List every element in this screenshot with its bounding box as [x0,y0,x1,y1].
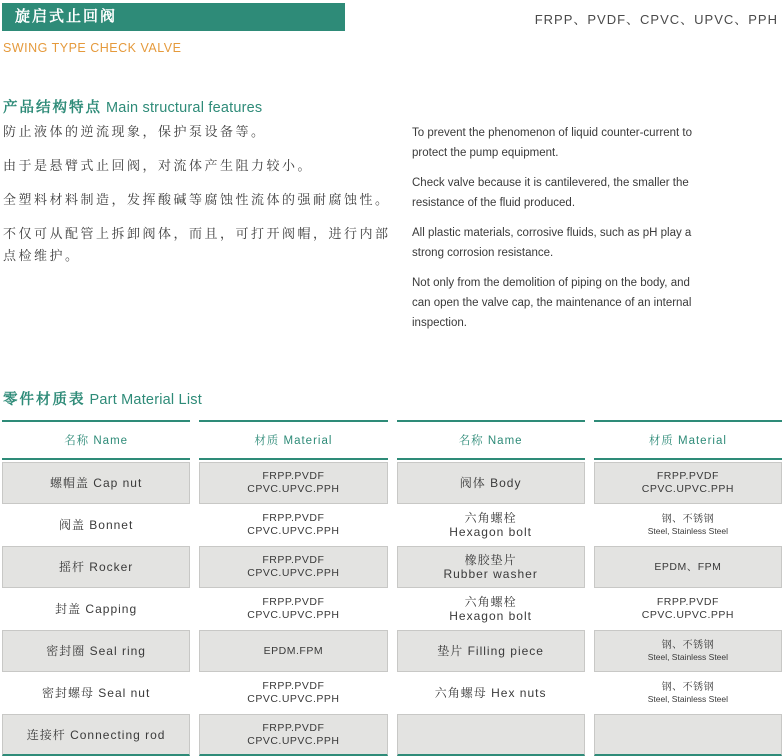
part-name-cell: 六角螺栓 Hexagon bolt [397,504,585,546]
part-material-cell: FRPP.PVDF CPVC.UPVC.PPH [199,504,387,546]
part-name-cell: 螺帽盖 Cap nut [2,462,190,504]
part-material-cell: FRPP.PVDF CPVC.UPVC.PPH [594,462,782,504]
feature-paragraph-en: Not only from the demolition of piping on the body, and can open the valve cap, the maintenance of an internal inspection. [412,277,692,329]
part-name-cell: 封盖 Capping [2,588,190,630]
part-material-cell: 钢、不锈钢 Steel, Stainless Steel [594,630,782,672]
part-material-cell: FRPP.PVDF CPVC.UPVC.PPH [199,714,387,756]
part-name-cell: 六角螺母 Hex nuts [397,672,585,714]
part-name-cell: 橡胶垫片 Rubber washer [397,546,585,588]
features-english-column [412,123,700,343]
part-material-cell: FRPP.PVDF CPVC.UPVC.PPH [594,588,782,630]
part-material-cell: FRPP.PVDF CPVC.UPVC.PPH [199,588,387,630]
feature-paragraph-cn: 防止液体的逆流现象，保护泵设备等。 [3,124,267,139]
feature-paragraph-cn: 由于是悬臂式止回阀，对流体产生阻力较小。 [3,158,314,173]
column-header-name-1: 名称 Name [2,420,190,460]
part-name-cell: 阀体 Body [397,462,585,504]
part-name-cell: 连接杆 Connecting rod [2,714,190,756]
features-heading-cn: 产品结构特点 [3,100,102,116]
feature-paragraph-en: Check valve because it is cantilevered, the smaller the resistance of the fluid produced. [412,177,689,209]
feature-paragraph-en: To prevent the phenomenon of liquid counter-current to protect the pump equipment. [412,127,693,159]
column-header-material-1: 材质 Material [199,420,387,460]
parts-section-heading [3,388,202,409]
part-name-cell: 垫片 Filling piece [397,630,585,672]
column-header-name-2: 名称 Name [397,420,585,460]
part-material-cell: FRPP.PVDF CPVC.UPVC.PPH [199,462,387,504]
feature-paragraph-cn: 不仅可从配管上拆卸阀体，而且，可打开阀帽，进行内部点检维护。 [3,226,391,263]
page-title: 旋启式止回阀 [15,8,118,25]
part-name-cell: 密封螺母 Seal nut [2,672,190,714]
features-chinese-column [3,121,391,279]
feature-paragraph-cn: 全塑料材料制造，发挥酸碱等腐蚀性流体的强耐腐蚀性。 [3,192,391,207]
parts-heading-cn: 零件材质表 [3,392,86,408]
part-name-cell [397,714,585,756]
part-name-cell: 六角螺栓 Hexagon bolt [397,588,585,630]
features-section-heading [3,96,262,117]
part-name-cell: 阀盖 Bonnet [2,504,190,546]
page-title-bar [2,3,345,31]
part-name-cell: 密封圈 Seal ring [2,630,190,672]
column-header-material-2: 材质 Material [594,420,782,460]
part-name-cell: 摇杆 Rocker [2,546,190,588]
features-heading-en: Main structural features [106,100,263,116]
part-material-cell: 钢、不锈钢 Steel, Stainless Steel [594,504,782,546]
page-subtitle: SWING TYPE CHECK VALVE [3,41,182,55]
part-material-table [2,420,782,756]
part-material-cell: FRPP.PVDF CPVC.UPVC.PPH [199,546,387,588]
part-material-cell: FRPP.PVDF CPVC.UPVC.PPH [199,672,387,714]
part-material-cell [594,714,782,756]
feature-paragraph-en: All plastic materials, corrosive fluids, such as pH play a strong corrosion resistance. [412,227,692,259]
part-material-cell: EPDM、FPM [594,546,782,588]
materials-list: FRPP、PVDF、CPVC、UPVC、PPH [534,12,778,27]
parts-heading-en: Part Material List [89,392,202,408]
part-material-cell: 钢、不锈钢 Steel, Stainless Steel [594,672,782,714]
part-material-cell: EPDM.FPM [199,630,387,672]
